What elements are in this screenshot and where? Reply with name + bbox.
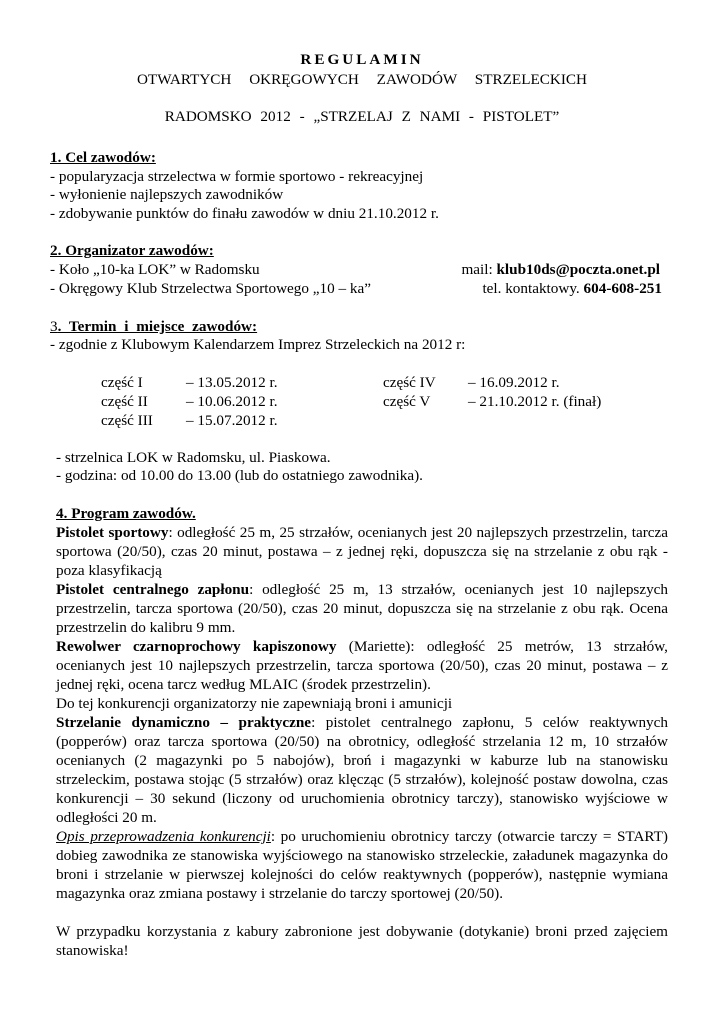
- schedule-date: – 10.06.2012 r.: [186, 393, 278, 410]
- revolver-title: Rewolwer czarnoprochowy kapiszonowy: [56, 638, 337, 655]
- section1-heading: 1. Cel zawodów:: [50, 149, 156, 166]
- section3-heading-number: 3: [50, 318, 58, 335]
- phone-label: tel. kontaktowy.: [482, 280, 584, 297]
- venue: - strzelnica LOK w Radomsku, ul. Piaskowa.: [56, 449, 331, 466]
- schedule-intro: - zgodnie z Klubowym Kalendarzem Imprez Strzeleckich na 2012 r:: [50, 336, 466, 353]
- dynamic-text: : pistolet centralnego zapłonu, 5 celów reaktywnych (popperów) oraz tarcza sportowa (20/50) na obrotnicy, odległość strzelania 12 m, 10 strzałów ocenianych (2 magazynki po 5 nabojów), broń i magazynki w kaburze lub na stanowisku strzeleckim, postawa stojąc (5 strzałów) oraz klęcząc (5 strzałów), kolejność postaw dowolna, czas konkurencji – 30 sekund (liczony od uruchomienia obrotnicy tarczy), stanowisko wyjściowe w odległości 20 m.: [56, 714, 668, 827]
- section3-heading-text: . Termin i miejsce zawodów:: [57, 318, 258, 335]
- schedule-part: część III: [101, 412, 153, 429]
- centerfire-text: : odległość 25 m, 13 strzałów, ocenianych jest 10 najlepszych przestrzelin, tarcza sportowa (20/50), czas 20 minut, dopuszcza się na strzelanie z obu rąk. Ocena przestrzelin do kalibru 9 mm.: [56, 581, 669, 637]
- time: - godzina: od 10.00 do 13.00 (lub do ostatniego zawodnika).: [56, 467, 423, 484]
- program-blackpowder-revolver: [56, 637, 668, 694]
- revolver-text: (Mariette): odległość 25 metrów, 13 strzałów, ocenianych jest 10 najlepszych przestrzelin, tarcza sportowa (20/50), czas 20 minut, postawa – z jednej ręki, ocena tarcz według MLAIC (środek przestrzelin).: [56, 638, 668, 694]
- sport-pistol-title: Pistolet sportowy: [56, 524, 169, 541]
- email-label: mail:: [461, 261, 497, 278]
- section2-heading: 2. Organizator zawodów:: [50, 242, 214, 259]
- organizer-1: - Koło „10-ka LOK” w Radomsku: [50, 261, 260, 278]
- no-weapons-note: Do tej konkurencji organizatorzy nie zapewniają broni i amunicji: [56, 695, 453, 712]
- program-sport-pistol: [56, 523, 668, 580]
- section3-heading: [50, 317, 257, 336]
- schedule-date: – 16.09.2012 r.: [468, 374, 560, 391]
- program-centerfire-pistol: [56, 580, 668, 637]
- schedule-part: część V: [383, 393, 431, 410]
- email-value: klub10ds@poczta.onet.pl: [496, 261, 660, 278]
- schedule-part: część IV: [383, 374, 436, 391]
- document-subtitle: OTWARTYCH OKRĘGOWYCH ZAWODÓW STRZELECKICH: [136, 71, 588, 88]
- competition-description: [56, 827, 668, 903]
- sport-pistol-text: : odległość 25 m, 25 strzałów, ocenianych jest 20 najlepszych przestrzelin, tarcza sportowa (20/50), czas 20 minut, postawa – z jednej ręki, dopuszcza się na strzelanie z obu rąk - poza klasyfikacją: [56, 524, 668, 580]
- document-title: REGULAMIN: [300, 51, 424, 68]
- description-text: : po uruchomieniu obrotnicy tarczy (otwarcie tarczy = START) dobieg zawodnika ze stanowiska wyjściowego na stanowisko strzeleckie, załadunek magazynka do broni i strzelanie w pierwszej kolejności do celów reaktywnych (popperów), następnie wymiana magazynka oraz zmiana postawy i strzelanie do tarczy sportowej (20/50).: [56, 828, 668, 903]
- contact-phone: [482, 279, 662, 298]
- schedule-part: część II: [101, 393, 148, 410]
- holster-warning: W przypadku korzystania z kabury zabronione jest dobywanie (dotykanie) broni przed zajęciem stanowiska!: [56, 923, 668, 960]
- phone-value: 604-608-251: [583, 280, 662, 297]
- section1-item: - wyłonienie najlepszych zawodników: [50, 186, 284, 203]
- section1-item: - popularyzacja strzelectwa w formie sportowo - rekreacyjnej: [50, 168, 424, 185]
- schedule-date: – 21.10.2012 r. (finał): [468, 393, 602, 410]
- description-label: Opis przeprowadzenia konkurencji: [56, 828, 271, 845]
- program-dynamic-shooting: [56, 713, 668, 828]
- schedule-date: – 15.07.2012 r.: [186, 412, 278, 429]
- section4-heading: 4. Program zawodów.: [56, 505, 196, 522]
- section1-item: - zdobywanie punktów do finału zawodów w dniu 21.10.2012 r.: [50, 205, 439, 222]
- schedule-date: – 13.05.2012 r.: [186, 374, 278, 391]
- contact-email: [461, 260, 660, 279]
- schedule-part: część I: [101, 374, 143, 391]
- centerfire-title: Pistolet centralnego zapłonu: [56, 581, 250, 598]
- event-name: RADOMSKO 2012 - „STRZELAJ Z NAMI - PISTOLET”: [164, 108, 560, 125]
- dynamic-title: Strzelanie dynamiczno – praktyczne: [56, 714, 312, 731]
- organizer-2: - Okręgowy Klub Strzelectwa Sportowego „10 – ka”: [50, 280, 371, 297]
